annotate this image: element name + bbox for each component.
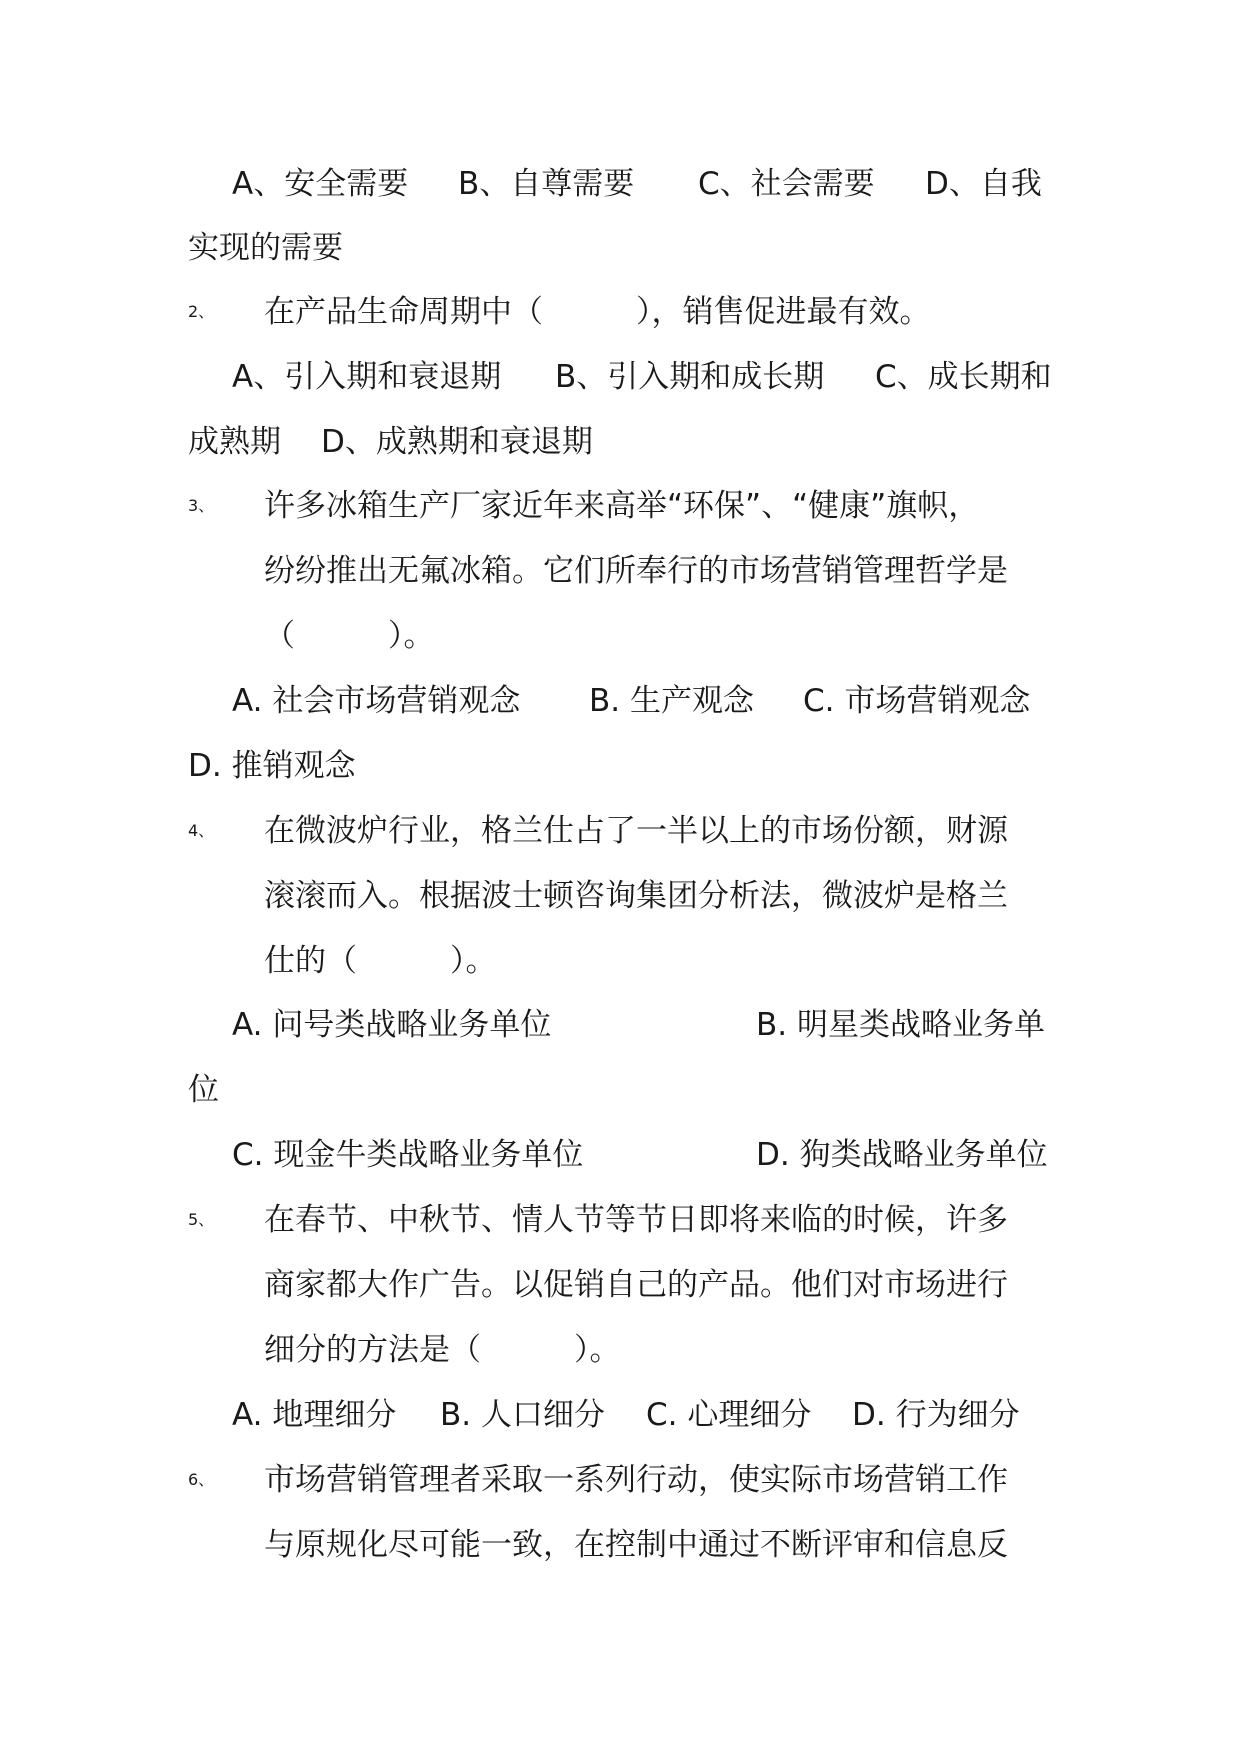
q5-stem-line3: 细分的方法是（ ）。: [264, 1332, 621, 1368]
q4-stem-line2: 滚滚而入。根据波士顿咨询集团分析法，微波炉是格兰: [264, 878, 1008, 914]
q2-number: 2、: [188, 302, 215, 321]
q6-stem-line1: 市场营销管理者采取一系列行动，使实际市场营销工作: [264, 1462, 1008, 1498]
q5-stem-line1: 在春节、中秋节、情人节等节日即将来临的时候，许多: [264, 1202, 1008, 1238]
q4-option-c: C. 现金牛类战略业务单位: [232, 1137, 584, 1173]
q4-stem-line3: 仕的（ ）。: [264, 943, 497, 979]
q2-option-a: A、引入期和衰退期: [232, 359, 502, 395]
q2-stem: 在产品生命周期中（ ），销售促进最有效。: [264, 294, 931, 330]
q1-option-c: C、社会需要: [698, 166, 875, 202]
q2-option-c: C、成长期和: [875, 359, 1052, 395]
q4-stem-line1: 在微波炉行业，格兰仕占了一半以上的市场份额，财源: [264, 813, 1008, 849]
q3-stem-line1: 许多冰箱生产厂家近年来高举“环保”、“健康”旗帜，: [264, 488, 980, 524]
q4-option-a: A. 问号类战略业务单位: [232, 1007, 552, 1043]
q1-options-line2: 实现的需要: [188, 230, 343, 266]
q3-stem-line2: 纷纷推出无氟冰箱。它们所奉行的市场营销管理哲学是: [264, 553, 1008, 589]
q3-number: 3、: [188, 496, 215, 515]
q1-option-a: A、安全需要: [232, 166, 409, 202]
q1-option-b: B、自尊需要: [458, 166, 635, 202]
q4-option-b: B. 明星类战略业务单: [756, 1007, 1045, 1043]
q3-option-b: B. 生产观念: [589, 683, 754, 719]
q6-number: 6、: [188, 1470, 215, 1489]
q5-stem-line2: 商家都大作广告。以促销自己的产品。他们对市场进行: [264, 1267, 1008, 1303]
q5-option-d: D. 行为细分: [852, 1397, 1020, 1433]
q5-option-b: B. 人口细分: [440, 1397, 605, 1433]
q6-stem-line2: 与原规化尽可能一致，在控制中通过不断评审和信息反: [264, 1527, 1008, 1563]
q3-option-d: D. 推销观念: [188, 748, 356, 784]
q1-option-d: D、自我: [925, 166, 1042, 202]
q5-option-c: C. 心理细分: [646, 1397, 812, 1433]
q3-option-c: C. 市场营销观念: [803, 683, 1031, 719]
q2-option-c-tail: 成熟期: [188, 424, 281, 460]
q5-number: 5、: [188, 1210, 215, 1229]
q2-option-b: B、引入期和成长期: [555, 359, 825, 395]
q3-stem-line3: （ ）。: [264, 618, 435, 654]
q2-option-d: D、成熟期和衰退期: [321, 424, 593, 460]
q4-option-b-tail: 位: [188, 1072, 219, 1108]
q3-option-a: A. 社会市场营销观念: [232, 683, 521, 719]
q5-option-a: A. 地理细分: [232, 1397, 397, 1433]
q4-number: 4、: [188, 821, 215, 840]
q4-option-d: D. 狗类战略业务单位: [756, 1137, 1048, 1173]
